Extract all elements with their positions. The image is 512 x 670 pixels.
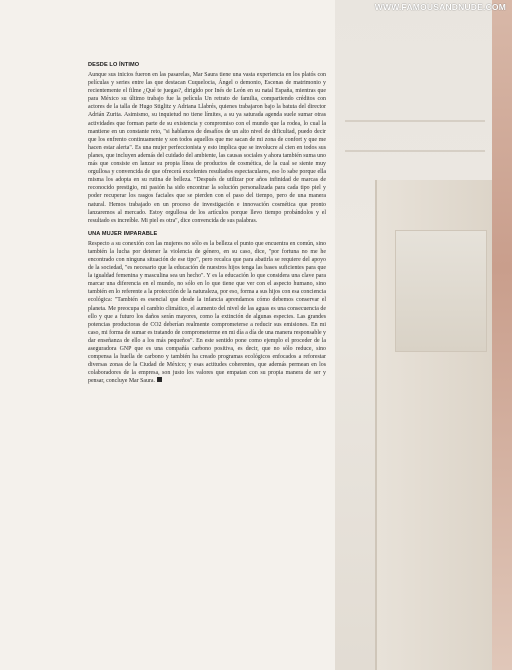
watermark-text: WWW.FAMOUSANDNUDE.COM: [374, 2, 506, 12]
article-paragraph-text: Respecto a su conexión con las mujeres no sólo es la belleza el punto que encuentra en común, sino también la lucha por detener la violencia de género, en su caso, dice, "por fortuna no me he encontrado con ninguna situación de ese tipo", pero recalca que para abatirla se requiere del apoyo de la sociedad, "es necesario que la educación de nuestros hijos tenga las bases suficientes para que la igualdad femenina y masculina sea un hecho". Y es la educación lo que considera una clave para marcar una diferencia en el mundo, no sólo en lo que tiene que ver con el aspecto humano, sino también en lo referente a la protección de la naturaleza, por eso, forma a sus hijos con esa conciencia ecológica: "También es esencial que desde la infancia aprendamos cómo debemos conservar el planeta. Me preocupa el cambio climático, el aumento del nivel de las aguas es una consecuencia de ello y que a futuro los daños serán mayores, como la extinción de algunas especies. Las grandes potencias productoras de CO2 deberían realmente comprometerse a reducir sus emisiones. En mi caso, mi forma de sumar es tratando de comprometerme en mi día a día de una manera responsable y dar enseñanza de ello a los más pequeños". En este sentido pone como ejemplo el proceder de la aseguradora GNP que es una compañía carbono positiva, es decir, que no sólo reduce, sino compensa la huella de carbono y también ha creado programas ecológicos enfocados a reforestar diversas zonas de la Ciudad de México; y esas actitudes coherentes, que además permean en los colaboradores de la empresa, son justo los valores que empatan con su propia manera de ser y pensar, concluye Mar Saura.: [88, 240, 326, 385]
photo-window: [395, 230, 487, 352]
article-paragraph: Aunque sus inicios fueron en las pasarelas, Mar Saura tiene una vasta experiencia en los platós con películas y series entre las que destacan Cuquelocia, Ángel o demonio, Escenas de matrimonio y recientemente el filme ¿Qué te juegas?, dirigido por Inés de León en su natal España, mientras que para México su último trabajo fue la película Un retrato de familia, compartiendo créditos con actores de la talla de Hugo Stiglitz y Adriana Llabrés, quienes trabajaron bajo la batuta del director Adrián Zurita. Asimismo, su inquietud no tiene límites, a su ya saturada agenda suele sumar otras actividades que forman parte de su existencia y compromiso con el mundo que la rodea, lo cual la mantiene en un constante reto, "si hablamos de desafíos de un alto nivel de dificultad, puedo decir que los enfrento continuamente y son todos aquellos que me sacan de mi zona de confort y que me hacen estar alerta". Es una mujer perfeccionista y esto implica que se involucre al cien en todos sus planes, que incluyen además del cuidado del ambiente, las causas sociales y ahora también suma uno más que consiste en lanzar su propia línea de productos de cosmética, de la cual se siente muy orgullosa y convencida de que ofrecerá excelentes resultados espectaculares, eso lo sabe porque ella misma los adopta en su rutina de belleza. "Después de utilizar por años infinidad de marcas de reconocido prestigio, mi pasión ha sido encontrar la solución personalizada para cada tipo piel y poder recuperar los rasgos faciales que se pierden con el paso del tiempo, pero de una manera natural. Hemos trabajado en un proceso de investigación e innovación cosmética que pronto lanzaremos al mercado. Estoy orgullosa de los artículos porque llevo tiempo probándolos y el resultado es increíble. Mi piel es otra", dice convencida de sus palabras.: [88, 72, 327, 224]
end-of-article-mark: [157, 377, 162, 382]
photo-frame-line: [375, 180, 377, 670]
photo-figure-edge: [492, 0, 512, 670]
section-heading-desde-lo-intimo: DESDE LO ÍNTIMO: [88, 62, 140, 68]
interior-photo: [335, 0, 512, 670]
photo-shelf: [345, 150, 485, 152]
article-column: [88, 62, 326, 391]
photo-shelf: [345, 120, 485, 122]
article-paragraph: [88, 240, 326, 386]
section-heading-una-mujer-imparable: UNA MUJER IMPARABLE: [88, 230, 158, 237]
